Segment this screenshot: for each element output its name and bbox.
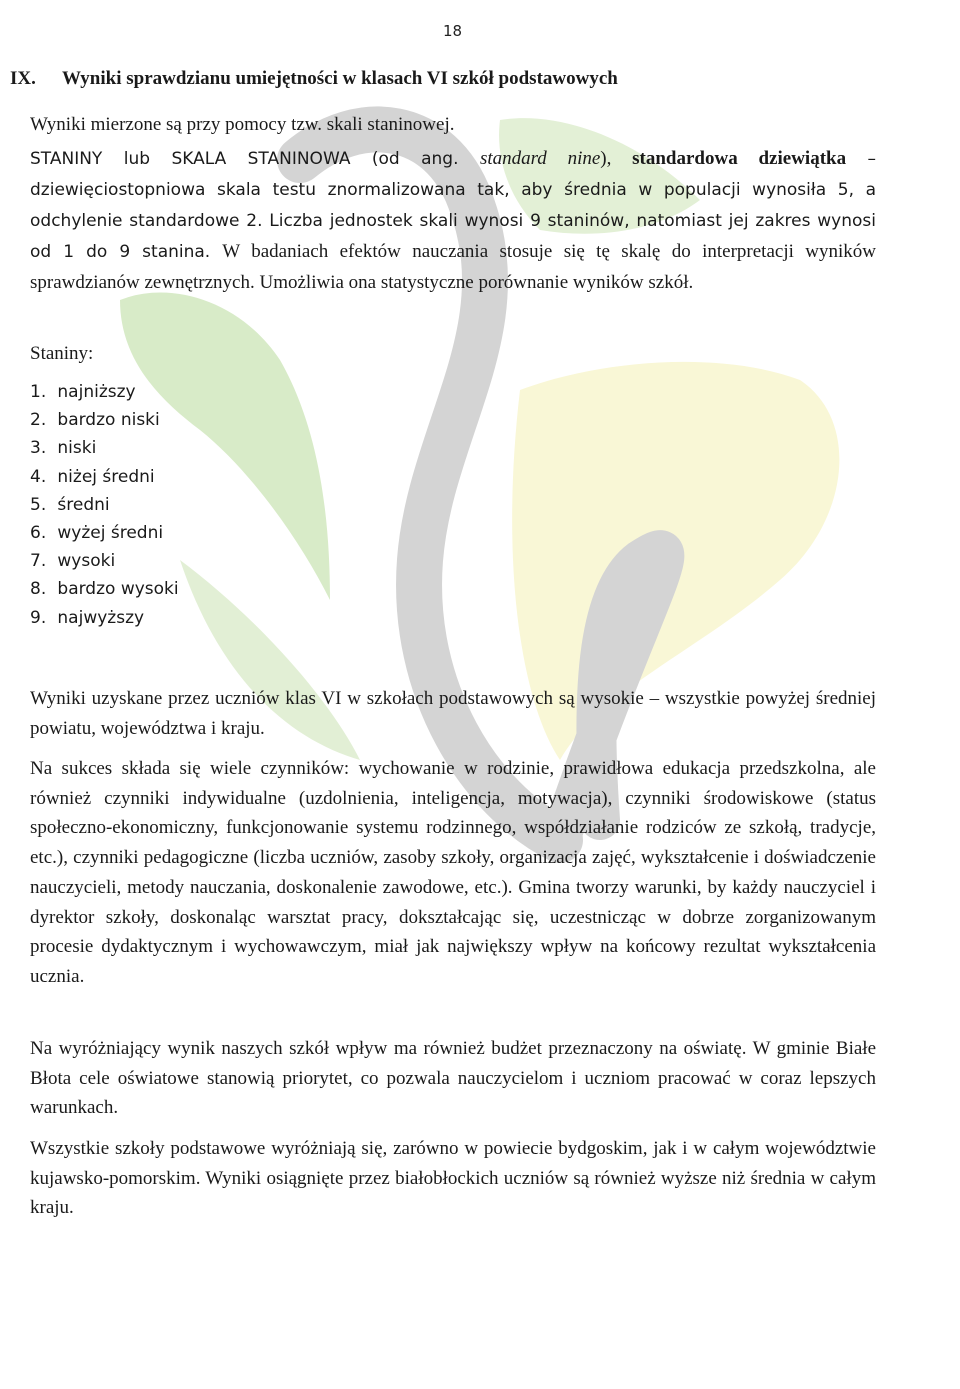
page-number: 18 bbox=[443, 22, 463, 40]
list-item: 7. wysoki bbox=[30, 551, 116, 572]
definition-italic: standard nine bbox=[479, 148, 601, 169]
staniny-label: Staniny: bbox=[30, 343, 94, 364]
section-number: IX. bbox=[10, 68, 36, 89]
list-item: 6. wyżej średni bbox=[30, 522, 164, 543]
list-item: 3. niski bbox=[30, 438, 97, 459]
list-item: 2. bardzo niski bbox=[30, 410, 160, 431]
intro-paragraph: Wyniki mierzone są przy pomocy tzw. skali staninowej. bbox=[30, 114, 455, 135]
section-heading bbox=[10, 68, 876, 90]
comparison-paragraph: Wszystkie szkoły podstawowe wyróżniają się, zarówno w powiecie bydgoskim, jak i w całym województwie kujawsko-pomorskim. Wyniki osiągnięte przez białobłockich uczniów są również wyższe niż średnia w całym kraju. bbox=[30, 1138, 876, 1219]
list-item: 8. bardzo wysoki bbox=[30, 579, 179, 600]
factors-paragraph: Na sukces składa się wiele czynników: wychowanie w rodzinie, prawidłowa edukacja przedszkolna, ale również czynniki indywidualne (uzdolnienia, inteligencja, motywacja), czynniki środowiskowe (status społeczno-ekonomiczny, funkcjonowanie systemu rodzinnego, współdziałanie rodziców ze szkołą, tradycje, etc.), czynniki pedagogiczne (liczba uczniów, zasoby szkoły, organizacja zajęć, wykształcenie i doświadczenie nauczycieli, metody nauczania, doskonalenie zawodowe, etc.). Gmina tworzy warunki, by każdy nauczyciel i dyrektor szkoły, doskonaląc warsztat pracy, dokształcając się, uczestnicząc w dobrze zorganizowanym procesie dydaktycznym i wychowawczym, miał jak największy wpływ na końcowy rezultat wykształcenia ucznia. bbox=[30, 758, 876, 987]
definition-paragraph bbox=[30, 144, 876, 299]
section-title: Wyniki sprawdzianu umiejętności w klasach VI szkół podstawowych bbox=[62, 68, 618, 89]
definition-bold: standardowa dziewiątka bbox=[632, 148, 847, 169]
definition-text-1: STANINY lub SKALA STANINOWA (od ang. bbox=[30, 149, 480, 169]
list-item: 4. niżej średni bbox=[30, 466, 155, 487]
definition-text-2: ), bbox=[600, 148, 633, 169]
budget-paragraph: Na wyróżniający wynik naszych szkół wpływ ma również budżet przeznaczony na oświatę. W gminie Białe Błota cele oświatowe stanowią priorytet, co pozwala nauczycielom i uczniom pracować w coraz lepszych warunkach. bbox=[30, 1038, 876, 1119]
results-paragraph: Wyniki uzyskane przez uczniów klas VI w szkołach podstawowych są wysokie – wszystkie powyżej średniej powiatu, województwa i kraju. bbox=[30, 688, 876, 739]
definition-text-4: W badaniach efektów nauczania stosuje się tę skalę do interpretacji wyników sprawdzianów zewnętrznych. Umożliwia ona statystyczne porównanie wyników szkół. bbox=[30, 241, 876, 293]
list-item: 5. średni bbox=[30, 494, 110, 515]
staniny-list bbox=[30, 378, 179, 632]
list-item: 9. najwyższy bbox=[30, 607, 145, 628]
list-item: 1. najniższy bbox=[30, 382, 136, 402]
definition-text-3: – dziewięciostopniowa skala testu znormalizowana tak, aby średnia w populacji wynosiła 5, a odchylenie standardowe 2. Liczba jednostek skali wynosi 9 staninów, natomiast jej zakres wynosi od 1 do 9 stanina. bbox=[30, 149, 877, 262]
